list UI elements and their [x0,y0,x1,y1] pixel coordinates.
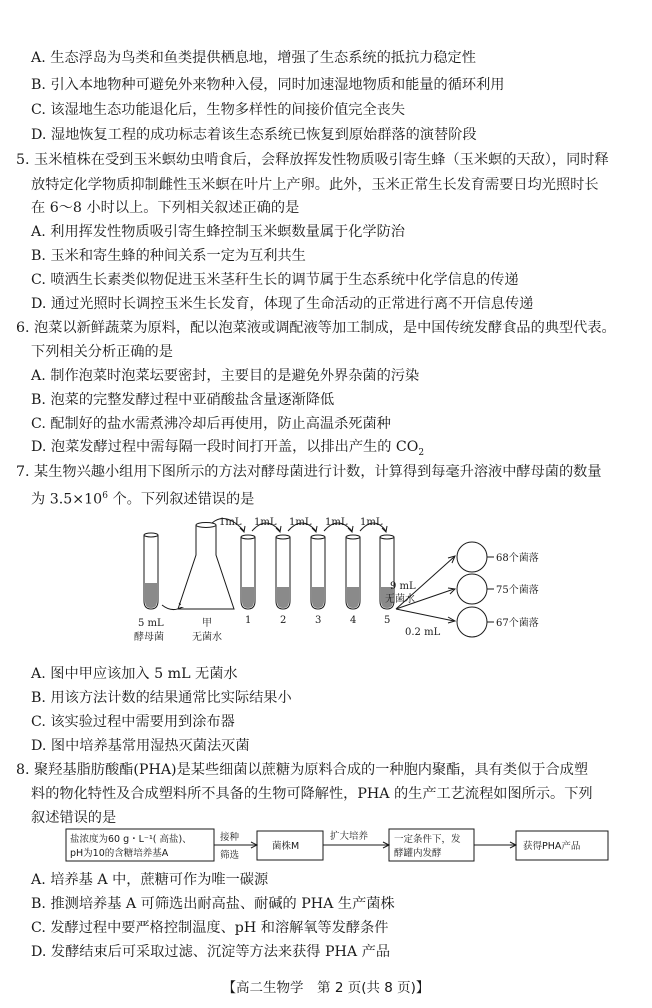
flow-box4-label: 获得PHA产品 [523,841,581,852]
flow-arrow2-label: 扩大培养 [330,831,369,842]
q4-option-d: D. 湿地恢复工程的成功标志着该生态系统已恢复到原始群落的演替阶段 [31,127,477,143]
q7-option-a: A. 图中甲应该加入 5 mL 无菌水 [31,666,238,682]
tube-number-2: 2 [280,615,287,626]
yeast-label: 酵母菌 [134,632,164,643]
q8-option-a: A. 培养基 A 中，蔗糖可作为唯一碳源 [31,872,269,888]
tube-number-3: 3 [315,615,322,626]
petri-dish-2 [457,574,487,604]
q4-option-c: C. 该湿地生态功能退化后，生物多样性的间接价值完全丧失 [31,102,406,118]
flask-water-label: 无菌水 [192,632,222,643]
flask-jia [178,523,234,610]
q5-stem-line3: 在 6～8 小时以上。下列相关叙述正确的是 [31,200,300,216]
colony-count-2: 75个菌落 [496,585,539,596]
q7-stem-line2-post: 个。下列叙述错误的是 [107,491,255,508]
yeast-tube [144,533,158,609]
q6-option-d-text: D. 泡菜发酵过程中需每隔一段时间打开盖，以排出产生的 CO [31,439,419,455]
q6-stem-line2: 下列相关分析正确的是 [31,344,173,360]
q6-option-a: A. 制作泡菜时泡菜坛要密封，主要目的是避免外界杂菌的污染 [31,368,420,384]
transfer-label-2: 1mL [254,517,277,528]
page-footer: 【高二生物学 第 2 页(共 8 页)】 [222,980,430,996]
q8-stem-line2: 料的物化特性及合成塑料所不具备的生物可降解性，PHA 的生产工艺流程如图所示。下列 [31,786,593,802]
flask-label: 甲 [202,618,212,629]
q5-option-a: A. 利用挥发性物质吸引寄生蜂控制玉米螟数量属于化学防治 [31,224,405,240]
transfer-label-1: 1mL [219,517,242,528]
dilution-diagram [128,513,548,663]
petri-dish-1 [457,542,487,572]
water-label: 无菌水 [385,594,415,605]
flow-box2-label: 菌株M [272,841,300,852]
petri-dish-3 [457,607,487,637]
colony-count-3: 67个菌落 [496,618,539,629]
yeast-volume-label: 5 mL [138,618,164,629]
q5-stem-line1: 5. 玉米植株在受到玉米螟幼虫啃食后，会释放挥发性物质吸引寄生蜂（玉米螟的天敌），同时释 [16,152,609,168]
q7-option-d: D. 图中培养基常用湿热灭菌法灭菌 [31,738,250,754]
tube-number-4: 4 [350,615,357,626]
q6-stem-line1: 6. 泡菜以新鲜蔬菜为原料，配以泡菜液或调配液等加工制成，是中国传统发酵食品的典型代表。 [16,320,616,336]
q8-stem-line3: 叙述错误的是 [31,810,117,826]
q7-stem-line2-sup: 6 [102,491,108,501]
q6-option-d-subscript: 2 [418,447,425,458]
flow-box1-line1: 盐浓度为60 g・L⁻¹( 高盐)、 [70,834,192,845]
tube-2 [276,535,290,609]
q7-option-c: C. 该实验过程中需要用到涂布器 [31,714,235,730]
q5-option-c: C. 喷洒生长素类似物促进玉米茎秆生长的调节属于生态系统中化学信息的传递 [31,272,519,288]
q8-option-b: B. 推测培养基 A 可筛选出耐高盐、耐碱的 PHA 生产菌株 [31,896,395,912]
flow-arrow1-bottom: 筛选 [220,850,240,861]
q5-option-d: D. 通过光照时长调控玉米生长发育，体现了生命活动的正常进行离不开信息传递 [31,296,534,312]
q8-option-d: D. 发酵结束后可采取过滤、沉淀等方法来获得 PHA 产品 [31,944,391,960]
flow-box3-line2: 酵罐内发酵 [394,848,442,859]
tube-number-1: 1 [245,615,252,626]
flow-box3-line1: 一定条件下，发 [394,834,461,845]
q7-option-b: B. 用该方法计数的结果通常比实际结果小 [31,690,292,706]
tube-3 [311,535,325,609]
q8-stem-line1: 8. 聚羟基脂肪酸酯(PHA)是某些细菌以蔗糖为原料合成的一种胞内聚酯，具有类似于合成塑 [16,762,589,778]
transfer-label-5: 1mL [360,517,383,528]
q7-stem-line1: 7. 某生物兴趣小组用下图所示的方法对酵母菌进行计数，计算得到每毫升溶液中酵母菌的数量 [16,464,602,480]
plating-volume-label: 0.2 mL [405,627,441,638]
q5-stem-line2: 放特定化学物质抑制雌性玉米螟在叶片上产卵。此外，玉米正常生长发育需要日均光照时长 [31,177,599,193]
q6-option-b: B. 泡菜的完整发酵过程中亚硝酸盐含量逐渐降低 [31,392,335,408]
q5-option-b: B. 玉米和寄生蜂的种间关系一定为互利共生 [31,248,306,264]
q7-stem-line2 [31,486,254,510]
pha-process-flow [60,826,630,866]
water-volume-label: 9 mL [390,581,416,592]
q7-stem-line2-pre: 为 3.5×10 [31,491,103,508]
flow-arrow1-top: 接种 [220,832,240,843]
flow-box1-line2: pH为10的含糖培养基A [70,848,169,859]
transfer-label-3: 1mL [289,517,312,528]
q6-option-c: C. 配制好的盐水需煮沸冷却后再使用，防止高温杀死菌种 [31,416,391,432]
q4-option-b: B. 引入本地物种可避免外来物种入侵，同时加速湿地物质和能量的循环利用 [31,77,505,93]
transfer-label-4: 1mL [325,517,348,528]
tube-number-5: 5 [384,615,391,626]
q8-option-c: C. 发酵过程中要严格控制温度、pH 和溶解氧等发酵条件 [31,920,389,936]
q6-option-d [31,437,424,463]
tube-1 [241,535,255,609]
q4-option-a: A. 生态浮岛为鸟类和鱼类提供栖息地，增强了生态系统的抵抗力稳定性 [31,50,476,66]
colony-count-1: 68个菌落 [496,553,539,564]
tube-4 [346,535,360,609]
